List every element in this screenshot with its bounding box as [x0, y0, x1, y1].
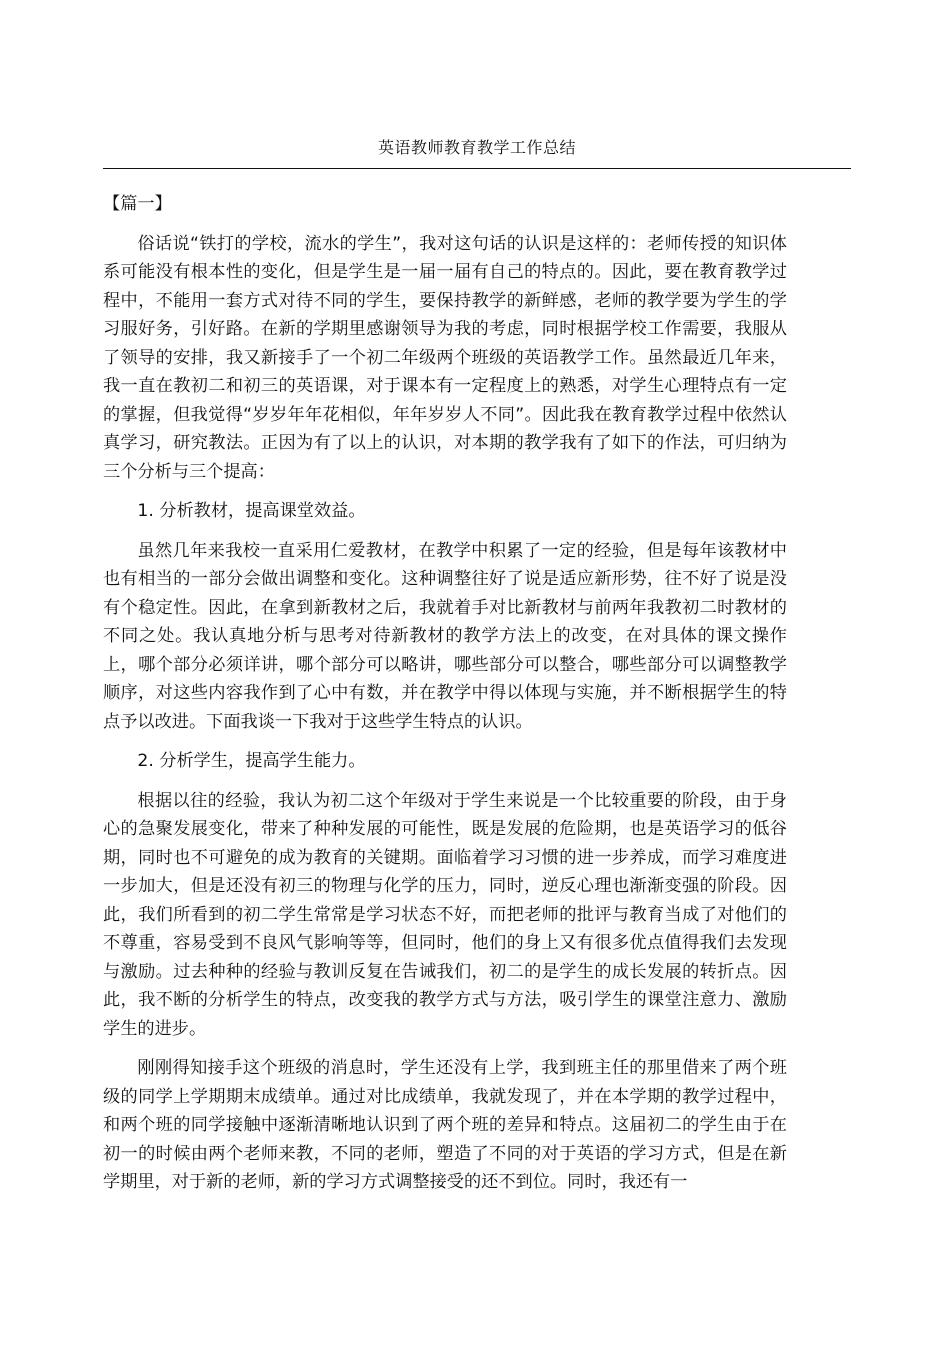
paragraph-textbook-analysis: 虽然几年来我校一直采用仁爱教材，在教学中积累了一定的经验，但是每年该教材中也有相当的一部分会做出调整和变化。这种调整往好了说是适应新形势，往不好了说是没有个稳定性。因此，在拿到新教材之后，我就着手对比新教材与前两年我教初二时教材的不同之处。我认真地分析与思考对待新教材的教学方法上的改变，在对具体的课文操作上，哪个部分必须详讲，哪个部分可以略讲，哪些部分可以整合，哪些部分可以调整教学顺序，对这些内容我作到了心中有数，并在教学中得以体现与实施，并不断根据学生的特点予以改进。下面我谈一下我对于这些学生特点的认识。	[103, 540, 787, 732]
paragraph-student-analysis: 根据以往的经验，我认为初二这个年级对于学生来说是一个比较重要的阶段，由于身心的急聚发展变化，带来了种种发展的可能性，既是发展的危险期，也是英语学习的低谷期，同时也不可避免的成为教育的关键期。面临着学习习惯的进一步养成，而学习难度进一步加大，但是还没有初三的物理与化学的压力，同时，逆反心理也渐渐变强的阶段。因此，我们所看到的初二学生常常是学习状态不好，而把老师的批评与教育当成了对他们的不尊重，容易受到不良风气影响等等，但同时，他们的身上又有很多优点值得我们去发现与激励。过去种种的经验与教训反复在告诫我们，初二的是学生的成长发展的转折点。因此，我不断的分析学生的特点，改变我的教学方式与方法，吸引学生的课堂注意力、激励学生的进步。	[103, 790, 787, 1039]
header-divider	[103, 168, 851, 169]
paragraph-class-observation: 刚刚得知接手这个班级的消息时，学生还没有上学，我到班主任的那里借来了两个班级的同学上学期期末成绩单。通过对比成绩单，我就发现了，并在本学期的教学过程中，和两个班的同学接触中逐渐清晰地认识到了两个班的差异和特点。这届初二的学生由于在初一的时候由两个老师来教，不同的老师，塑造了不同的对于英语的学习方式，但是在新学期里，对于新的老师，新的学习方式调整接受的还不到位。同时，我还有一	[103, 1058, 787, 1192]
point-heading-2: 2. 分析学生，提高学生能力。	[137, 751, 366, 771]
section-tag: 【篇一】	[103, 194, 172, 214]
page-header-title: 英语教师教育教学工作总结	[377, 138, 576, 157]
point-heading-1: 1. 分析教材，提高课堂效益。	[137, 501, 366, 521]
document-body	[103, 190, 787, 1208]
paragraph-intro: 俗话说“铁打的学校，流水的学生”，我对这句话的认识是这样的：老师传授的知识体系可能没有根本性的变化，但是学生是一届一届有自己的特点的。因此，要在教育教学过程中，不能用一套方式对待不同的学生，要保持教学的新鲜感，老师的教学要为学生的学习服好务，引好路。在新的学期里感谢领导为我的考虑，同时根据学校工作需要，我服从了领导的安排，我又新接手了一个初二年级两个班级的英语教学工作。虽然最近几年来，我一直在教初二和初三的英语课，对于课本有一定程度上的熟悉，对学生心理特点有一定的掌握，但我觉得“岁岁年年花相似，年年岁岁人不同”。因此我在教育教学过程中依然认真学习，研究教法。正因为有了以上的认识，对本期的教学我有了如下的作法，可归纳为三个分析与三个提高：	[103, 233, 787, 482]
